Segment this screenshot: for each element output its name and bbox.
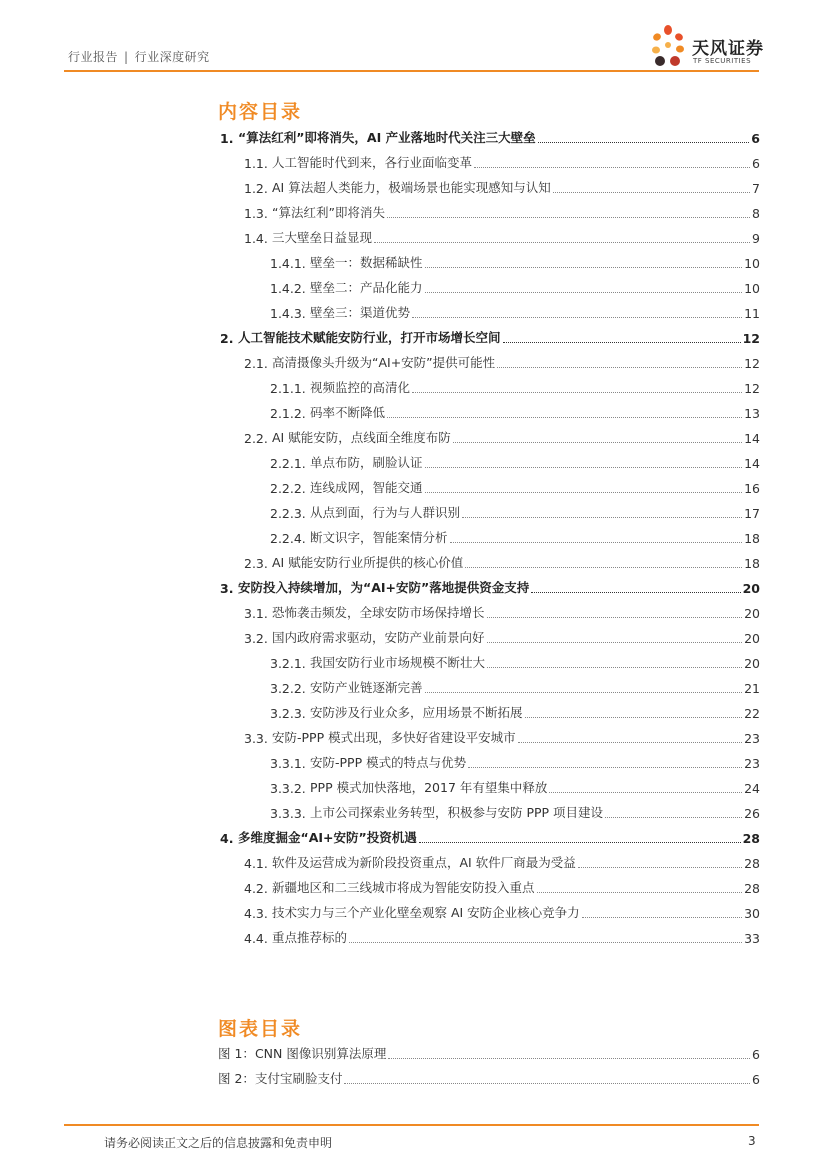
- toc-leader-dots: [553, 191, 750, 193]
- toc-entry[interactable]: [270, 680, 760, 696]
- footer-disclaimer: 请务必阅读正文之后的信息披露和免责申明: [104, 1136, 333, 1150]
- toc-entry-number: 3.3.2.: [270, 781, 306, 796]
- toc-entry-title: 安防产业链逐渐完善: [310, 680, 423, 695]
- toc-entry[interactable]: [270, 780, 760, 796]
- toc-entry-number: 2.2.1.: [270, 456, 306, 471]
- toc-entry-title: 新疆地区和二三线城市将成为智能安防投入重点: [272, 880, 535, 895]
- toc-entry-page: 9: [752, 231, 760, 246]
- page-header: [0, 0, 827, 72]
- toc-entry-page: 28: [744, 856, 760, 871]
- toc-entry[interactable]: [270, 305, 760, 321]
- toc-entry-title: 断文识字，智能案情分析: [310, 530, 448, 545]
- toc-entry-page: 28: [744, 881, 760, 896]
- toc-entry-number: 2.2.4.: [270, 531, 306, 546]
- toc-entry-title: 重点推荐标的: [272, 930, 348, 945]
- toc-entry[interactable]: [244, 180, 760, 196]
- toc-leader-dots: [425, 291, 743, 293]
- toc-entry-page: 18: [744, 531, 760, 546]
- toc-leader-dots: [412, 391, 742, 393]
- figure-entry-title: CNN 图像识别算法原理: [254, 1046, 387, 1061]
- toc-entry[interactable]: [270, 455, 760, 471]
- toc-entry-page: 8: [752, 206, 760, 221]
- toc-entry-title: 人工智能技术赋能安防行业，打开市场增长空间: [238, 330, 501, 345]
- toc-leader-dots: [605, 816, 742, 818]
- figure-entry-title: 支付宝刷脸支付: [254, 1071, 343, 1086]
- toc-entry-title: AI 赋能安防，点线面全维度布防: [272, 430, 451, 445]
- toc-entry-number: 1.4.2.: [270, 281, 306, 296]
- toc-leader-dots: [531, 591, 740, 593]
- toc-entry[interactable]: [244, 880, 760, 896]
- toc-entry[interactable]: [244, 855, 760, 871]
- footer-divider: [64, 1124, 759, 1126]
- toc-entry-number: 2.2.: [244, 431, 268, 446]
- figure-entry[interactable]: [218, 1071, 760, 1087]
- toc-leader-dots: [468, 766, 742, 768]
- toc-entry-number: 2.1.2.: [270, 406, 306, 421]
- toc-entry[interactable]: [244, 630, 760, 646]
- toc-entry[interactable]: [270, 530, 760, 546]
- flower-logo-icon: [648, 24, 688, 70]
- toc-entry-number: 4.2.: [244, 881, 268, 896]
- toc-leader-dots: [487, 641, 743, 643]
- toc-entry-page: 21: [744, 681, 760, 696]
- toc-entry-page: 18: [744, 556, 760, 571]
- toc-entry-title: 安防投入持续增加，为“AI+安防”落地提供资金支持: [238, 580, 530, 595]
- toc-entry-number: 1.: [220, 131, 234, 146]
- toc-entry-page: 17: [744, 506, 760, 521]
- toc-entry[interactable]: [244, 430, 760, 446]
- figure-leader-dots: [344, 1082, 750, 1084]
- toc-entry-title: 码率不断降低: [310, 405, 386, 420]
- toc-entry[interactable]: [244, 230, 760, 246]
- figure-entry[interactable]: [218, 1046, 760, 1062]
- toc-leader-dots: [538, 141, 750, 143]
- toc-entry[interactable]: [270, 255, 760, 271]
- toc-entry-number: 2.3.: [244, 556, 268, 571]
- toc-entry-title: 安防-PPP 模式的特点与优势: [310, 755, 467, 770]
- toc-entry-number: 2.2.2.: [270, 481, 306, 496]
- toc-leader-dots: [412, 316, 742, 318]
- header-divider: [64, 70, 759, 72]
- toc-entry[interactable]: [244, 905, 760, 921]
- toc-leader-dots: [474, 166, 750, 168]
- breadcrumb: [68, 48, 210, 65]
- toc-entry-page: 26: [744, 806, 760, 821]
- toc-entry-number: 1.2.: [244, 181, 268, 196]
- toc-entry-title: 壁垒一：数据稀缺性: [310, 255, 423, 270]
- toc-entry-page: 10: [744, 256, 760, 271]
- toc-entry-title: PPP 模式加快落地，2017 年有望集中释放: [310, 780, 548, 795]
- toc-entry[interactable]: [270, 805, 760, 821]
- toc-entry-page: 12: [742, 331, 760, 346]
- toc-entry-page: 28: [742, 831, 760, 846]
- toc-entry-title: 从点到面，行为与人群识别: [310, 505, 461, 520]
- toc-leader-dots: [387, 416, 742, 418]
- breadcrumb-report-category: 行业深度研究: [134, 50, 210, 64]
- toc-entry-title: 连线成网，智能交通: [310, 480, 423, 495]
- toc-entry-title: 安防-PPP 模式出现，多快好省建设平安城市: [272, 730, 516, 745]
- toc-entry-page: 7: [752, 181, 760, 196]
- figure-entry-page: 6: [752, 1072, 760, 1087]
- figure-leader-dots: [388, 1057, 750, 1059]
- toc-entry[interactable]: [270, 655, 760, 671]
- toc-entry-number: 1.4.: [244, 231, 268, 246]
- figure-entry-page: 6: [752, 1047, 760, 1062]
- toc-entry-title: 恐怖袭击频发，全球安防市场保持增长: [272, 605, 485, 620]
- logo-english-name: TF SECURITIES: [693, 57, 752, 65]
- toc-entry-title: “算法红利”即将消失，AI 产业落地时代关注三大壁垒: [238, 130, 536, 145]
- toc-entry-number: 3.2.: [244, 631, 268, 646]
- toc-entry[interactable]: [244, 605, 760, 621]
- toc-leader-dots: [453, 441, 742, 443]
- toc-leader-dots: [537, 891, 743, 893]
- toc-leader-dots: [387, 216, 750, 218]
- toc-entry-title: “算法红利”即将消失: [272, 205, 385, 220]
- toc-entry[interactable]: [220, 580, 760, 596]
- toc-leader-dots: [425, 491, 743, 493]
- toc-entry[interactable]: [244, 555, 760, 571]
- toc-leader-dots: [374, 241, 750, 243]
- toc-entry[interactable]: [270, 505, 760, 521]
- toc-entry[interactable]: [270, 405, 760, 421]
- toc-entry-page: 23: [744, 731, 760, 746]
- toc-entry-title: 人工智能时代到来，各行业面临变革: [272, 155, 473, 170]
- toc-entry-page: 12: [744, 381, 760, 396]
- toc-entry-title: 高清摄像头升级为“AI+安防”提供可能性: [272, 355, 496, 370]
- toc-entry-page: 10: [744, 281, 760, 296]
- toc-entry[interactable]: [244, 355, 760, 371]
- toc-entry-title: 单点布防，刷脸认证: [310, 455, 423, 470]
- toc-entry[interactable]: [270, 280, 760, 296]
- toc-entry-number: 2.1.1.: [270, 381, 306, 396]
- toc-entry-page: 13: [744, 406, 760, 421]
- toc-entry-page: 12: [744, 356, 760, 371]
- toc-entry-page: 6: [752, 156, 760, 171]
- toc-entry-title: 国内政府需求驱动，安防产业前景向好: [272, 630, 485, 645]
- toc-entry-number: 4.1.: [244, 856, 268, 871]
- toc-entry-title: AI 赋能安防行业所提供的核心价值: [272, 555, 464, 570]
- toc-entry-number: 3.2.2.: [270, 681, 306, 696]
- toc-entry-number: 3.3.3.: [270, 806, 306, 821]
- breadcrumb-report-type: 行业报告: [68, 50, 119, 64]
- toc-title: 内容目录: [218, 101, 303, 123]
- figure-list-title: 图表目录: [218, 1018, 303, 1040]
- toc-entry-title: 安防涉及行业众多，应用场景不断拓展: [310, 705, 523, 720]
- toc-entry-number: 3.2.1.: [270, 656, 306, 671]
- toc-entry[interactable]: [244, 205, 760, 221]
- toc-entry-number: 3.: [220, 581, 234, 596]
- toc-entry[interactable]: [220, 130, 760, 146]
- toc-entry-title: 上市公司探索业务转型，积极参与安防 PPP 项目建设: [310, 805, 604, 820]
- toc-entry-page: 14: [744, 456, 760, 471]
- toc-entry-title: 视频监控的高清化: [310, 380, 411, 395]
- breadcrumb-separator: |: [124, 50, 129, 64]
- toc-entry[interactable]: [220, 330, 760, 346]
- toc-entry-page: 11: [744, 306, 760, 321]
- toc-entry-number: 2.2.3.: [270, 506, 306, 521]
- toc-entry-title: 壁垒三：渠道优势: [310, 305, 411, 320]
- toc-leader-dots: [349, 941, 742, 943]
- toc-leader-dots: [525, 716, 743, 718]
- toc-entry-page: 20: [744, 606, 760, 621]
- toc-leader-dots: [497, 366, 742, 368]
- toc-entry-number: 3.3.: [244, 731, 268, 746]
- toc-entry-number: 2.1.: [244, 356, 268, 371]
- page-number: 3: [748, 1134, 756, 1148]
- toc-entry-page: 30: [744, 906, 760, 921]
- logo-chinese-name: 天风证券: [692, 39, 764, 59]
- toc-entry[interactable]: [270, 705, 760, 721]
- toc-entry-page: 23: [744, 756, 760, 771]
- figure-entry-number: 图 1：: [218, 1046, 255, 1061]
- toc-entry[interactable]: [244, 930, 760, 946]
- toc-entry-title: 多维度掘金“AI+安防”投资机遇: [238, 830, 417, 845]
- toc-entry-number: 3.3.1.: [270, 756, 306, 771]
- toc-leader-dots: [503, 341, 741, 343]
- toc-leader-dots: [425, 266, 743, 268]
- toc-entry[interactable]: [270, 480, 760, 496]
- toc-leader-dots: [582, 916, 742, 918]
- toc-entry-page: 14: [744, 431, 760, 446]
- toc-leader-dots: [578, 866, 742, 868]
- toc-entry-number: 3.2.3.: [270, 706, 306, 721]
- toc-entry-number: 3.1.: [244, 606, 268, 621]
- toc-entry-number: 2.: [220, 331, 234, 346]
- toc-entry[interactable]: [244, 155, 760, 171]
- toc-entry[interactable]: [220, 830, 760, 846]
- toc-entry-title: 软件及运营成为新阶段投资重点，AI 软件厂商最为受益: [272, 855, 576, 870]
- toc-entry-page: 20: [742, 581, 760, 596]
- toc-leader-dots: [518, 741, 742, 743]
- toc-entry-number: 4.3.: [244, 906, 268, 921]
- toc-entry-title: 三大壁垒日益显现: [272, 230, 373, 245]
- toc-entry-title: AI 算法超人类能力，极端场景也能实现感知与认知: [272, 180, 551, 195]
- toc-leader-dots: [425, 466, 743, 468]
- toc-leader-dots: [450, 541, 743, 543]
- toc-entry-number: 4.4.: [244, 931, 268, 946]
- toc-entry-page: 16: [744, 481, 760, 496]
- toc-entry-page: 6: [751, 131, 760, 146]
- toc-entry-number: 1.4.1.: [270, 256, 306, 271]
- toc-entry-number: 1.4.3.: [270, 306, 306, 321]
- toc-leader-dots: [487, 616, 743, 618]
- toc-entry-page: 22: [744, 706, 760, 721]
- toc-entry[interactable]: [270, 755, 760, 771]
- company-logo: [648, 24, 768, 70]
- toc-entry[interactable]: [270, 380, 760, 396]
- toc-entry-number: 1.3.: [244, 206, 268, 221]
- toc-entry-page: 20: [744, 656, 760, 671]
- toc-entry[interactable]: [244, 730, 760, 746]
- toc-leader-dots: [419, 841, 741, 843]
- toc-entry-number: 4.: [220, 831, 234, 846]
- toc-entry-page: 24: [744, 781, 760, 796]
- toc-entry-title: 我国安防行业市场规模不断壮大: [310, 655, 486, 670]
- toc-entry-number: 1.1.: [244, 156, 268, 171]
- figure-entry-number: 图 2：: [218, 1071, 255, 1086]
- toc-entry-title: 技术实力与三个产业化壁垒观察 AI 安防企业核心竞争力: [272, 905, 580, 920]
- toc-entry-page: 20: [744, 631, 760, 646]
- toc-entry-page: 33: [744, 931, 760, 946]
- toc-leader-dots: [425, 691, 743, 693]
- toc-entry-title: 壁垒二：产品化能力: [310, 280, 423, 295]
- toc-leader-dots: [465, 566, 742, 568]
- toc-leader-dots: [549, 791, 742, 793]
- toc-leader-dots: [462, 516, 742, 518]
- toc-leader-dots: [487, 666, 742, 668]
